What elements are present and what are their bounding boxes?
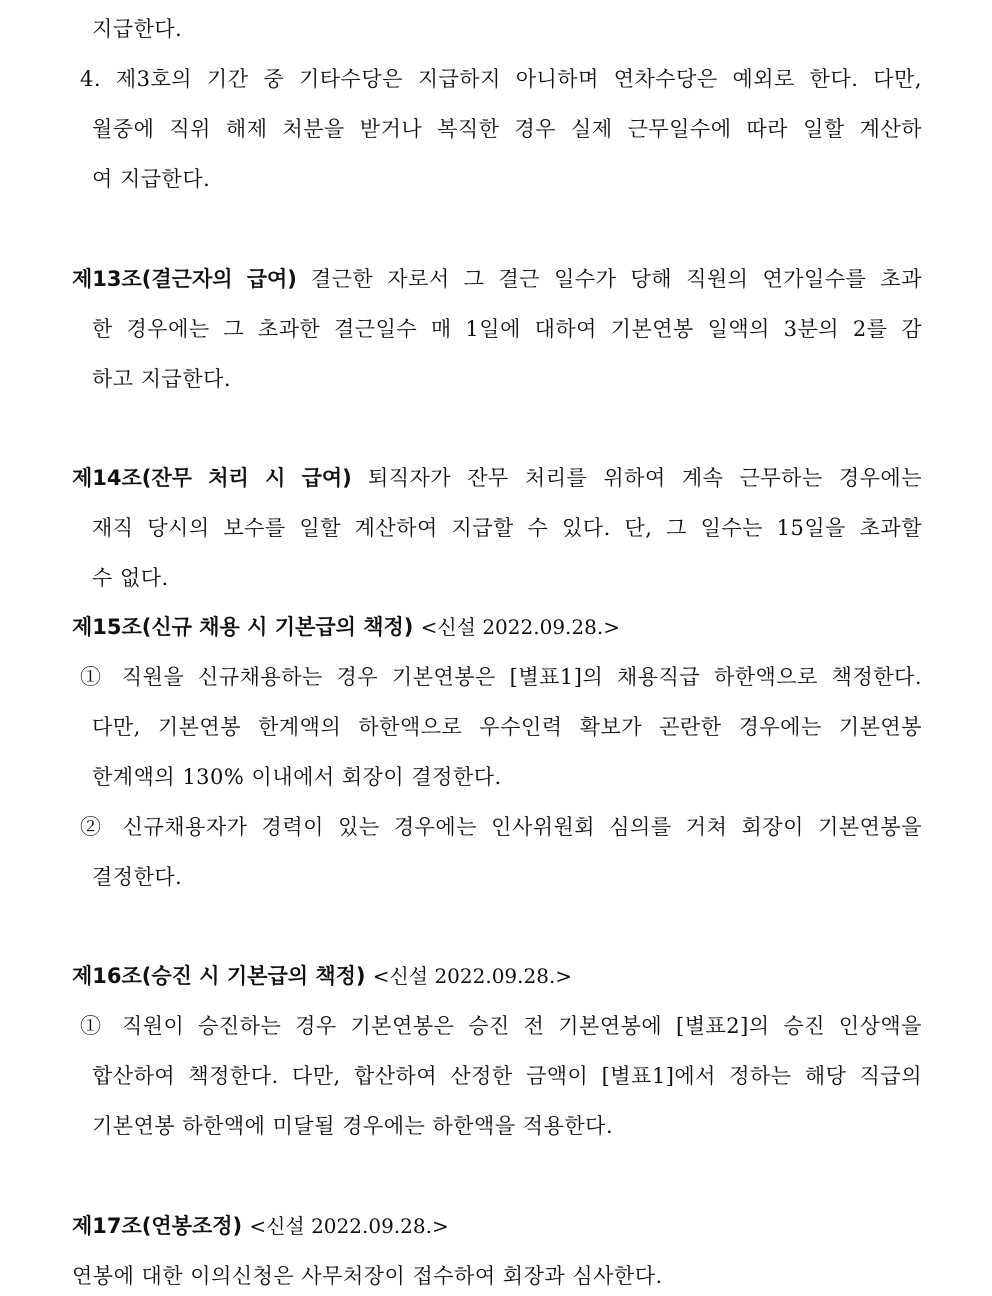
article-13-heading: 제13조(결근자의 급여) bbox=[72, 267, 297, 291]
article-14-line-3: 수 없다. bbox=[92, 566, 169, 590]
article-15-para-2-line-1: ② 신규채용자가 경력이 있는 경우에는 인사위원회 심의를 거쳐 회장이 기본연봉을 bbox=[80, 815, 922, 839]
article-17-heading: 제17조(연봉조정) bbox=[72, 1214, 243, 1238]
article-16-para-1-line-3: 기본연봉 하한액에 미달될 경우에는 하한액을 적용한다. bbox=[92, 1114, 614, 1138]
article-17-heading-line bbox=[72, 1211, 449, 1241]
article-14-heading: 제14조(잔무 처리 시 급여) bbox=[72, 466, 352, 490]
item-4-line-1: 4. 제3호의 기간 중 기타수당은 지급하지 아니하며 연차수당은 예외로 한다. 다만, bbox=[80, 67, 922, 91]
article-16-amendment-note: <신설 2022.09.28.> bbox=[372, 964, 573, 988]
prev-item-tail: 지급한다. bbox=[92, 17, 183, 41]
article-15-heading-line bbox=[72, 612, 620, 642]
article-15-heading: 제15조(신규 채용 시 기본급의 책정) bbox=[72, 615, 414, 639]
article-13-line-2: 한 경우에는 그 초과한 결근일수 매 1일에 대하여 기본연봉 일액의 3분의 2를 감 bbox=[92, 317, 922, 341]
article-16-para-1-line-2: 합산하여 책정한다. 다만, 합산하여 산정한 금액이 [별표1]에서 정하는 해당 직급의 bbox=[92, 1064, 922, 1088]
article-17-amendment-note: <신설 2022.09.28.> bbox=[249, 1214, 449, 1238]
article-15-para-1-line-2: 다만, 기본연봉 한계액의 하한액으로 우수인력 확보가 곤란한 경우에는 기본연봉 bbox=[92, 715, 922, 739]
article-15-para-1-line-1: ① 직원을 신규채용하는 경우 기본연봉은 [별표1]의 채용직급 하한액으로 책정한다. bbox=[80, 665, 922, 689]
item-4-line-3: 여 지급한다. bbox=[92, 167, 211, 191]
article-15-para-1-line-3: 한계액의 130% 이내에서 회장이 결정한다. bbox=[92, 765, 502, 789]
article-16-para-1-line-1: ① 직원이 승진하는 경우 기본연봉은 승진 전 기본연봉에 [별표2]의 승진 인상액을 bbox=[80, 1014, 922, 1038]
article-15-amendment-note: <신설 2022.09.28.> bbox=[420, 615, 620, 639]
article-17-line-1: 연봉에 대한 이의신청은 사무처장이 접수하여 회장과 심사한다. bbox=[72, 1264, 663, 1288]
article-13-first-line bbox=[72, 264, 922, 294]
article-14-line-2: 재직 당시의 보수를 일할 계산하여 지급할 수 있다. 단, 그 일수는 15일을 초과할 bbox=[92, 516, 922, 540]
article-14-first-line bbox=[72, 463, 922, 493]
article-16-heading-line bbox=[72, 961, 572, 991]
article-15-para-2-line-2: 결정한다. bbox=[92, 865, 183, 889]
article-16-heading: 제16조(승진 시 기본급의 책정) bbox=[72, 964, 366, 988]
article-13-line-3: 하고 지급한다. bbox=[92, 367, 232, 391]
article-14-text-1: 퇴직자가 잔무 처리를 위하여 계속 근무하는 경우에는 bbox=[367, 466, 922, 490]
article-13-text-1: 결근한 자로서 그 결근 일수가 당해 직원의 연가일수를 초과 bbox=[310, 267, 922, 291]
item-4-line-2: 월중에 직위 해제 처분을 받거나 복직한 경우 실제 근무일수에 따라 일할 계산하 bbox=[92, 117, 922, 141]
